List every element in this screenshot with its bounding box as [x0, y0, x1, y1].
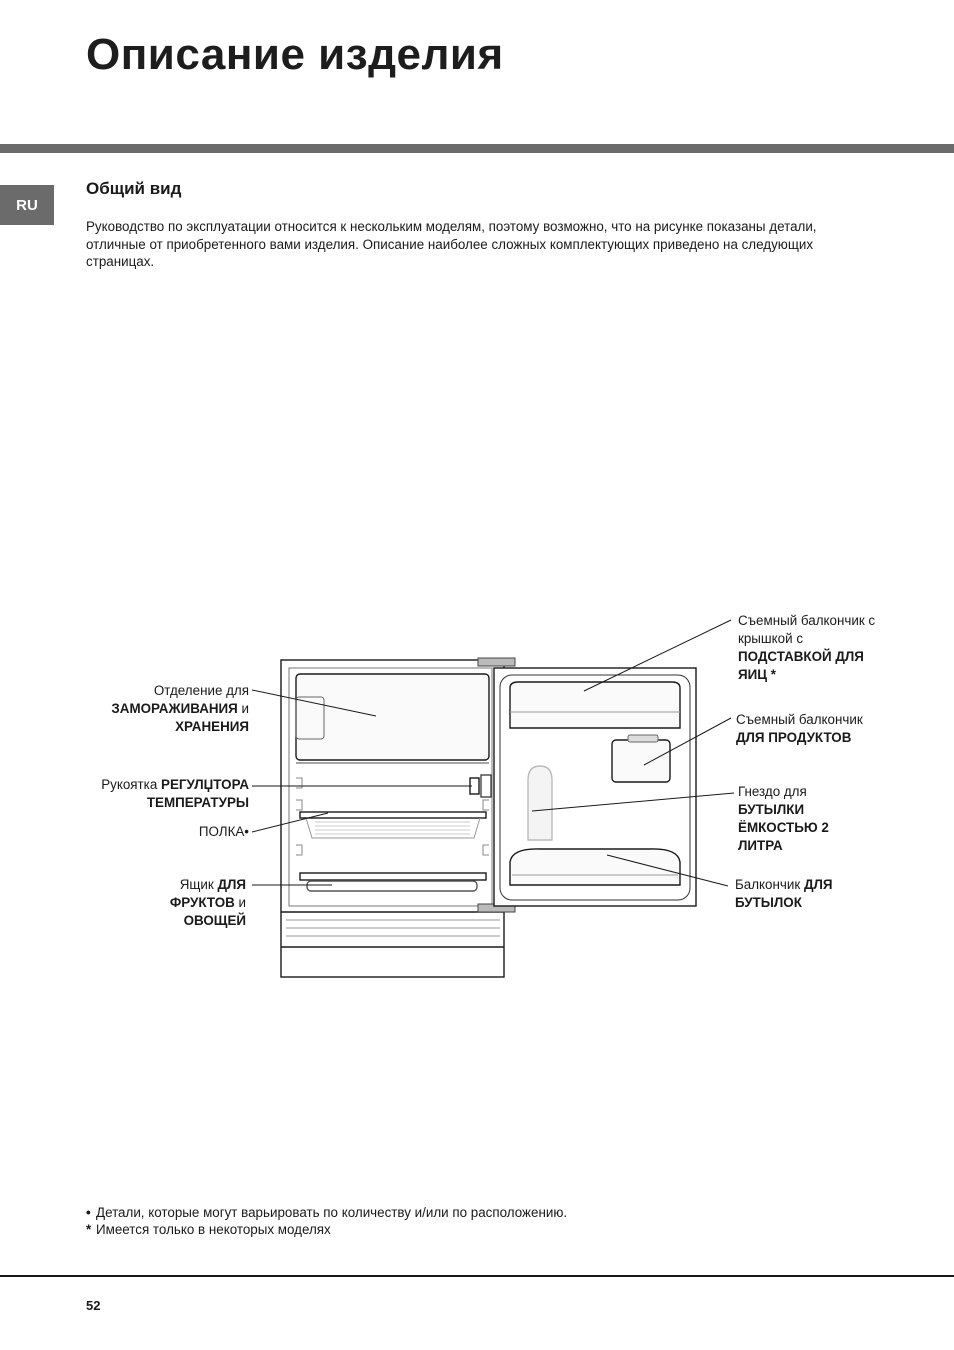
freezer-compartment	[296, 674, 489, 760]
footnote-asterisk: * Имеется только в некоторых моделях	[86, 1222, 331, 1237]
footnotes	[86, 1204, 567, 1238]
egg-balcony	[510, 682, 680, 728]
food-balcony	[612, 740, 670, 782]
page-number: 52	[86, 1298, 101, 1313]
footer-rule	[0, 1275, 954, 1277]
label-crisper: Ящик ДЛЯ ФРУКТОВ и ОВОЩЕЙ	[169, 877, 246, 928]
label-thermostat: Рукоятка РЕГУЛЏТОРА ТЕМПЕРАТУРЫ	[101, 777, 249, 810]
label-freezer: Отделение для ЗАМОРАЖИВАНИЯ и ХРАНЕНИЯ	[111, 683, 249, 734]
section-title: Общий вид	[86, 179, 182, 198]
bottle-holder	[528, 766, 552, 840]
label-bottle-holder: Гнездо для БУТЫЛКИ ЁМКОСТЬЮ 2 ЛИТРА	[738, 784, 829, 853]
footnote-bullet: • Детали, которые могут варьировать по количеству и/или по расположению.	[86, 1205, 568, 1220]
label-shelf: ПОЛКА•	[198, 824, 249, 839]
label-egg-balcony: Съемный балкончик с крышкой с ПОДСТАВКОЙ ДЛЯ ЯИЦ *	[738, 613, 876, 682]
crisper-drawer	[307, 881, 477, 891]
language-tab: RU	[0, 185, 54, 225]
crisper-cover	[300, 873, 486, 880]
page-title: Описание изделия	[86, 30, 504, 79]
label-food-balcony: Съемный балкончик ДЛЯ ПРОДУКТОВ	[736, 712, 863, 745]
intro-paragraph: Руководство по эксплуатации относится к нескольким моделям, поэтому возможно, что на рисунке показаны детали, отличные от приобретенного вами изделия. Описание наиболее сложных комплектующих приведено на следующих страницах.	[86, 219, 817, 269]
header-rule	[0, 144, 954, 153]
label-bottle-balcony: Балкончик ДЛЯ БУТЫЛОК	[735, 877, 833, 910]
